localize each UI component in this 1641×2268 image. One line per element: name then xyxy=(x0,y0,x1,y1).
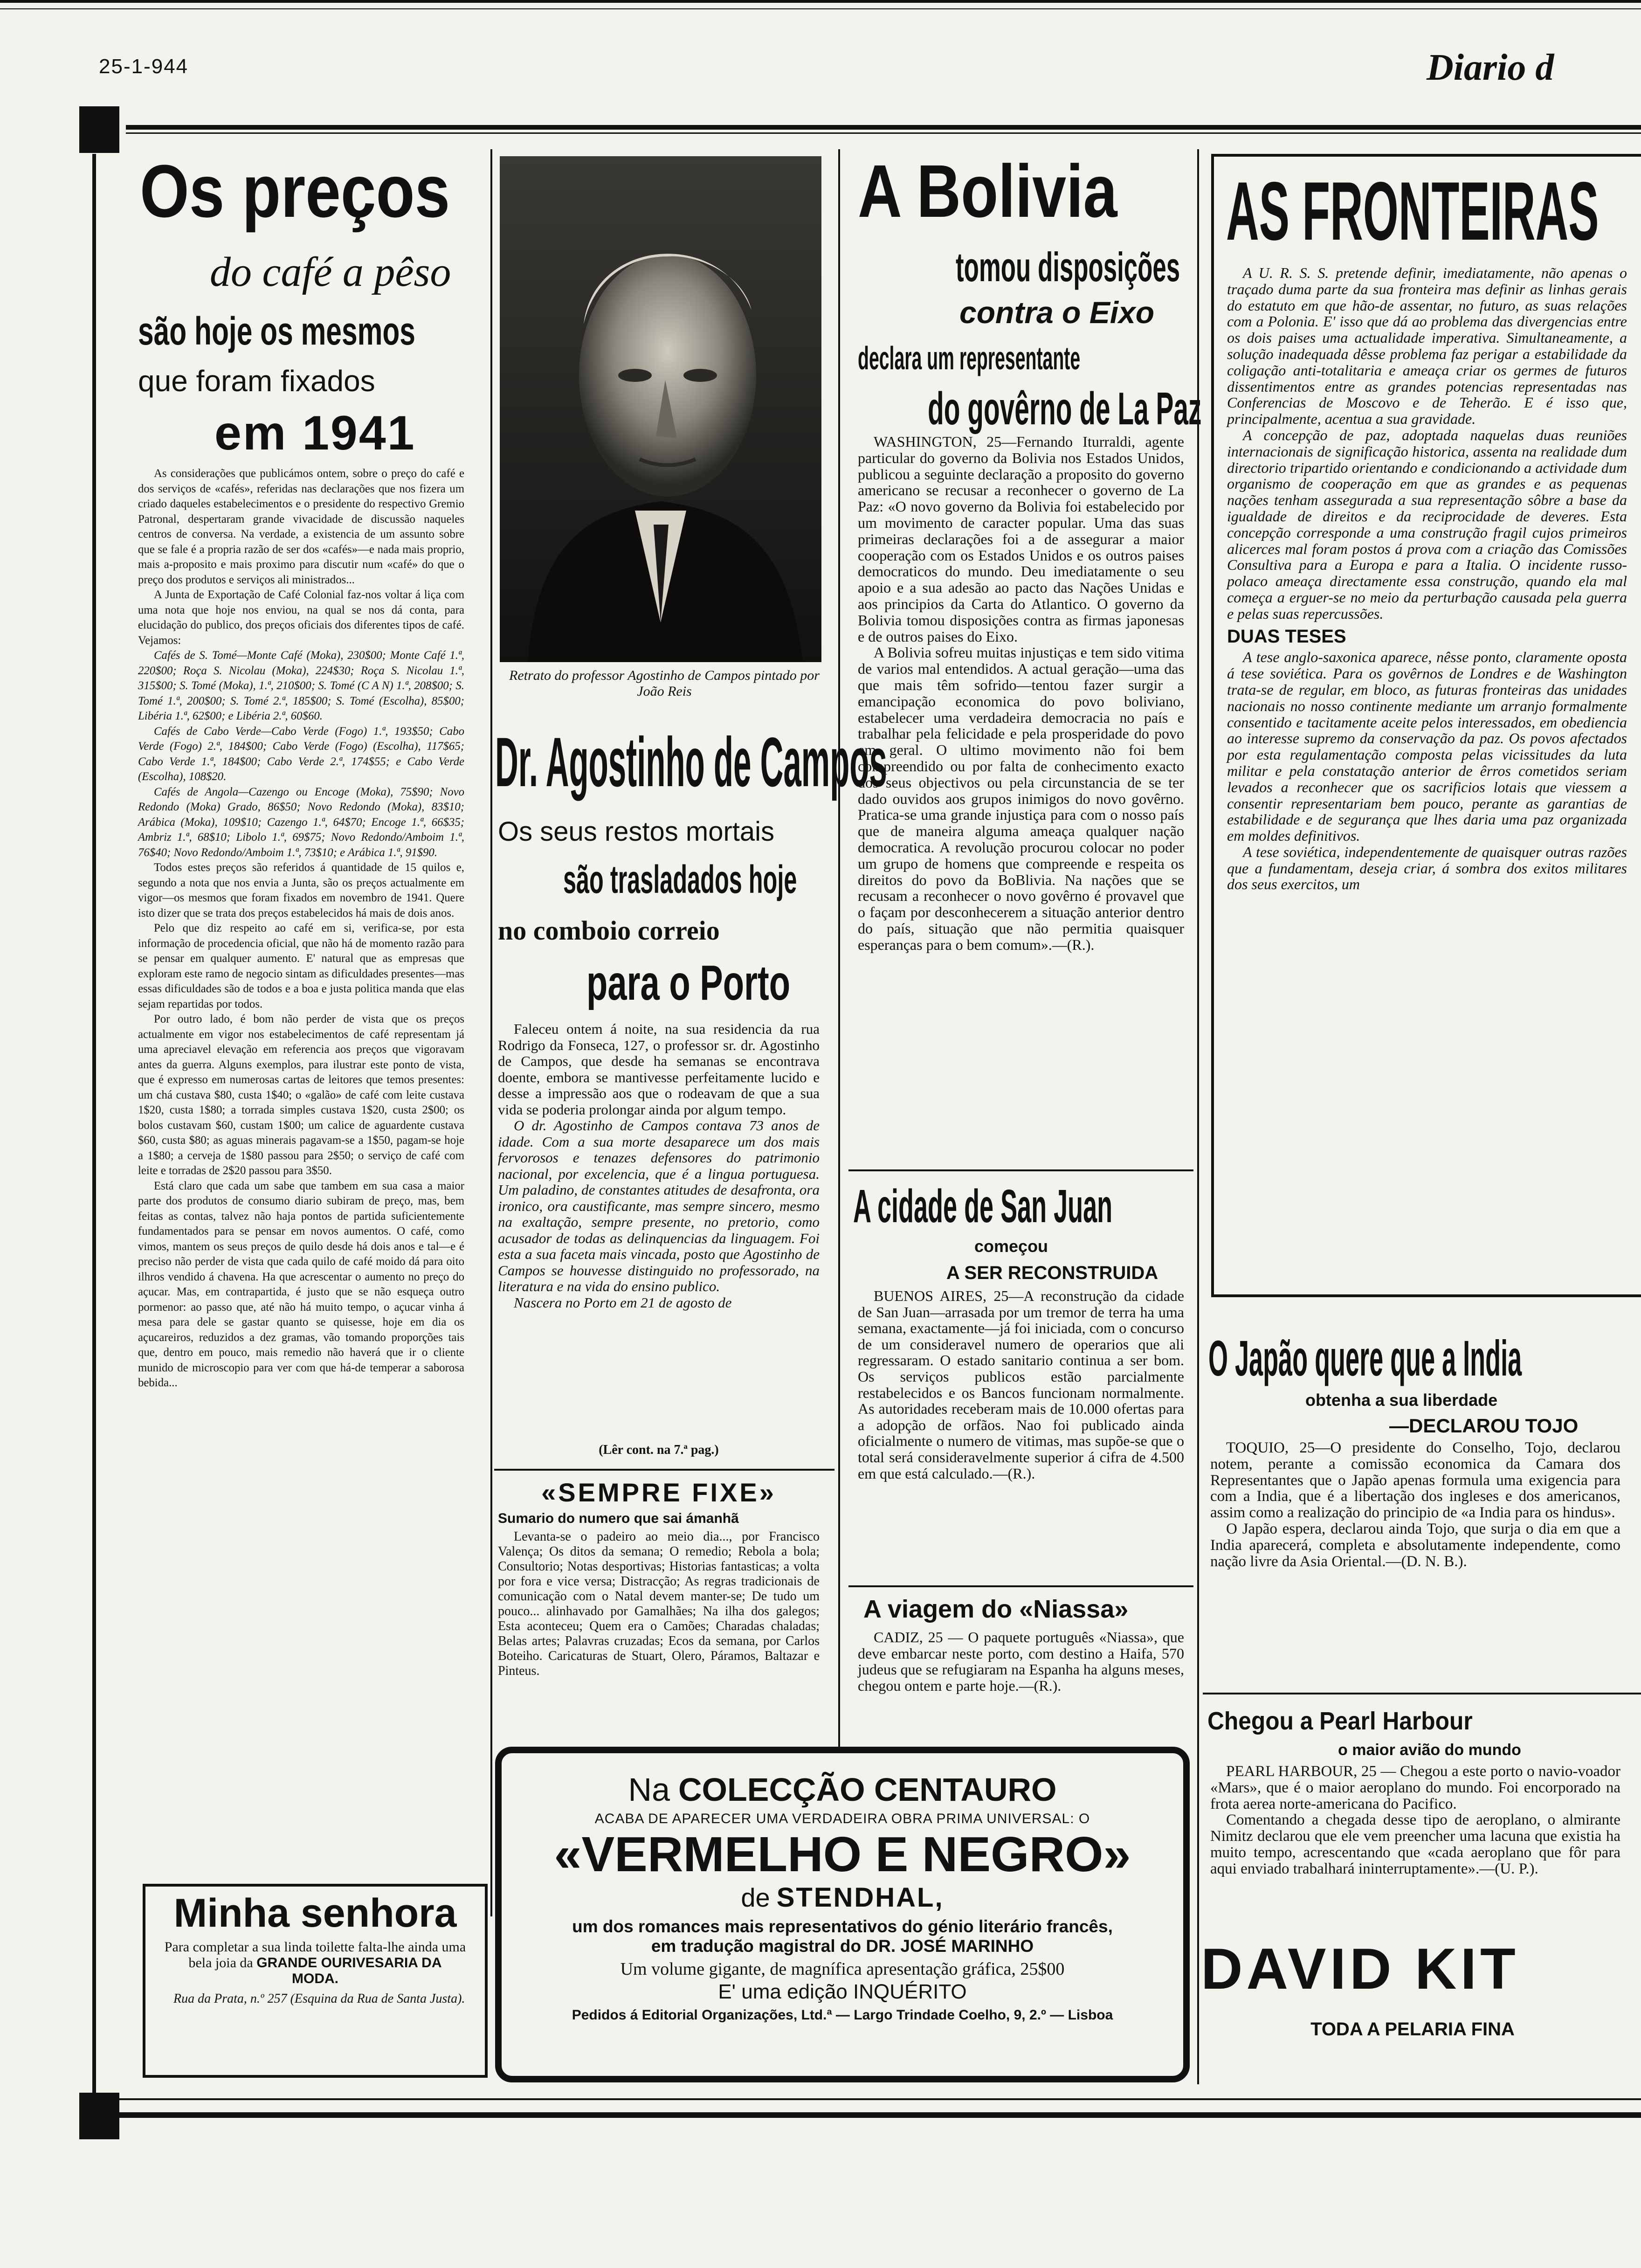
david-kit-logo: DAVID KIT xyxy=(1201,1937,1519,2001)
bolivia-line2: contra o Eixo xyxy=(959,295,1155,330)
minha-senhora-shop: GRANDE OURIVESARIA DA MODA. xyxy=(256,1955,442,1986)
campos-line3: no comboio correio xyxy=(498,915,720,946)
paragraph: Todos estes preços são referidos á quantidade de 15 quilos e, segundo a nota que nos envia a Junta, são os preços actualmente em vigor—os mesmos que foram fixados em novembro de 1941. Quere isto dizer que se trata dos preços estabelecidos há mais de dois anos. xyxy=(138,861,464,920)
paragraph: As considerações que publicámos ontem, sobre o preço do café e dos serviços de «cafés», referidas nas declarações que nos fizera um criado daqueles estabelecimentos e o presidente do respectivo Gremio Patronal, despertaram grande vivacidade de discussão naqueles centros de conversa. Na verdade, a existencia de um assunto sobre que se fale é a propria razão de ser dos «cafés»—e nada mais proprio, mais a-proposito e mais proximo para discutir num «café» do que o preço dos produtos e serviços ali ministrados... xyxy=(138,467,464,586)
san-juan-body: BUENOS AIRES, 25—A reconstrução da cidade de San Juan—arrasada por um tremor de terra ha uma semana, exactamente—já foi iniciada, com o concurso de um consideravel numero de operarios que ali regressaram. O estado sanitario continua a ser bom. Os serviços publicos estão parcialmente restabelecidos e os Bancos funcionam normalmente. As autoridades receberam mais de 10.000 ofertas para a adopção de orfãos. Nao foi publicado ainda oficialmente o numero de vitimas, mas supõe-se que o total será consideravelmente superior á cifra de 4.500 em que está calculado.—(R.). xyxy=(858,1287,1184,1482)
paragraph: Nascera no Porto em 21 de agosto de xyxy=(514,1294,732,1311)
portrait-image xyxy=(500,156,821,662)
japao-line2: —DECLAROU TOJO xyxy=(1389,1415,1579,1437)
minha-senhora-text-block xyxy=(145,1936,485,1987)
portrait-photo xyxy=(500,156,821,662)
paragraph: A tese anglo-saxonica aparece, nêsse ponto, claramente oposta á tese soviética. Para os govêrnos de Londres e de Washington trata-se de regular, em bloco, as futuras fronteiras das unidades nacionais no nosso continente mediante um arranjo formalmente consentido e tacitamente aceite pelos interessados, em obediencia ao interesse supremo da conservação da paz. Os povos afectados por esta regulamentação composta pelas vicissitudes da luta militar e pela constatação anterior de êrros cometidos seriam levados a reconhecer que os sacrificios lotais que viessem a consentir representariam bem pouco, perante as garantias de estabilidade e de segurança que lhes daria uma paz organizada em moldes definitivos. xyxy=(1227,649,1627,844)
bolivia-body xyxy=(858,434,1184,953)
page-date: 25-1-944 xyxy=(99,55,189,78)
minha-senhora-title: Minha senhora xyxy=(173,1891,457,1936)
paragraph: WASHINGTON, 25—Fernando Iturraldi, agente particular do governo da Bolivia nos Estados Unidos, publicou a seguinte declaração a proposito do governo americano se recusar a reconhecer o governo de La Paz: «O novo governo da Bolivia foi estabelecido por um movimento de caracter popular. Uma das suas primeiras declarações foi a de assegurar a maior cooperação com os Estados Unidos e os outros paises democraticos do mundo. Deu imediatamente o seu apoio e a sua adesão ao pacto das Nações Unidas e aos principios da Carta do Atlantico. O governo da Bolivia tomou disposições contra as firmas japonesas e de outros paises do Eixo. xyxy=(858,433,1184,645)
japao-line1: obtenha a sua liberdade xyxy=(1305,1390,1498,1410)
fronteiras-body xyxy=(1227,265,1627,892)
paragraph: Por outro lado, é bom não perder de vista que os preços actualmente em vigor nos estabelecimentos de café representam já uma apreciavel elevação em referencia aos preços que vigoravam antes da guerra. Alguns exemplos, para ilustrar este ponto de vista, que é expresso em numerosas cartas de leitores que temos presentes: um chá custava $80, custa 1$40; o «galão» de café com leite custava 1$20, custa 1$80; a torrada simples custava 1$20, custa 2$00; os bolos custavam $60, custam 1$00; um calice de aguardente custava $60, custa $80; as aguas minerais pagavam-se a 1$50, pagam-se hoje a 1$80; a cerveja de 1$80 passou para 2$50; o serviço de café com leite e torradas de 2$20 passou para 3$50. xyxy=(138,1013,464,1177)
portrait-caption: Retrato do professor Agostinho de Campos pintado por João Reis xyxy=(509,668,820,699)
centauro-author: STENDHAL, xyxy=(776,1882,944,1913)
niassa-title: A viagem do «Niassa» xyxy=(863,1595,1129,1623)
san-juan-line2: A SER RECONSTRUIDA xyxy=(946,1263,1158,1283)
centauro-book-title: «VERMELHO E NEGRO» xyxy=(554,1827,1131,1882)
sempre-fixe-title: «SEMPRE FIXE» xyxy=(541,1478,776,1507)
margin-block-bottom xyxy=(79,2093,119,2139)
paragraph: Cafés de Angola—Cazengo ou Encoge (Moka), 75$90; Novo Redondo (Moka) Grado, 86$50; Novo Redondo (Moka), 83$10; Arábica (Moka), 109$10; Cazengo 1.ª, 64$70; Encoge 1.ª, 66$35; Ambriz 1.ª, 68$10; Libolo 1.ª, 69$75; Novo Redondo/Amboim 1.ª, 76$40; Novo Redondo/Amboim 1.ª, 73$10; e Arábica 1.ª, 91$90. xyxy=(138,785,464,859)
centauro-author-line xyxy=(502,1882,1183,1913)
centauro-de: de xyxy=(741,1883,770,1912)
centauro-ad xyxy=(495,1747,1190,2082)
minha-senhora-address: Rua da Prata, n.º 257 (Esquina da Rua de Santa Justa). xyxy=(173,1991,465,2006)
precos-body xyxy=(138,466,464,1391)
precos-line1: do café a pêso xyxy=(210,249,451,295)
pearl-subtitle: o maior avião do mundo xyxy=(1338,1741,1521,1759)
campos-body xyxy=(498,1021,820,1311)
paragraph: TOQUIO, 25—O presidente do Conselho, Tojo, declarou notem, perante a comissão economica da Camara dos Representantes que o Japão apenas formula uma exigencia para com a India, que é a libertação dos ingleses e dos americanos, assim como a realização do principio de «a India para os hindus». xyxy=(1210,1439,1620,1521)
paragraph: A tese soviética, independentemente de quaisquer outras razões que a fundamentam, deseja criar, á sombra dos exitos militares dos seus exercitos, um xyxy=(1227,843,1627,893)
pearl-body xyxy=(1210,1763,1620,1877)
campos-line1: Os seus restos mortais xyxy=(498,816,775,847)
paragraph: A U. R. S. S. pretende definir, imediatamente, não apenas o traçado duma parte da sua fronteira mas definir as linhas gerais do estatuto em que hão-de assentar, no futuro, as suas relações com a Polonia. E' isso que dá ao problema das divergencias entre os dois paises uma actualidade imperativa. Simultaneamente, a solução inadequada dêsse problema faz perigar a estabilidade da coligação anti-totalitaria e ameaça criar os germes de futuros dissentimentos entre as grandes potencias representadas nas Conferencias de Moscovo e de Teherão. E é isso que, principalmente, acentua a sua gravidade. xyxy=(1227,264,1627,428)
centauro-line1-na: Na xyxy=(628,1771,670,1808)
campos-continuation: (Lêr cont. na 7.ª pag.) xyxy=(599,1443,719,1457)
japao-body xyxy=(1210,1440,1620,1570)
pearl-title: Chegou a Pearl Harbour xyxy=(1207,1707,1473,1735)
sempre-fixe-subtitle: Sumario do numero que sai ámanhã xyxy=(498,1511,739,1526)
centauro-line4: em tradução magistral do DR. JOSÉ MARINHO xyxy=(651,1936,1034,1956)
david-kit-tagline: TODA A PELARIA FINA xyxy=(1310,2019,1515,2040)
paragraph: O Japão espera, declarou ainda Tojo, que surja o dia em que a India aparecerá, completa e absolutamente independente, como nação livre da Asia Oriental.—(D. N. B.). xyxy=(1210,1520,1620,1570)
paragraph: Pelo que diz respeito ao café em si, verifica-se, por esta informação de procedencia oficial, que não há de momento razão para se pensar em qualquer aumento. E' natural que as empresas que exploram este ramo de negocio sintam as dificuldades presentes—mas essas dificuldades são de todos e a boa e justa politica manda que elas sejam repartidas por todos. xyxy=(138,922,464,1010)
fronteiras-title: AS FRONTEIRAS xyxy=(1226,165,1599,256)
paragraph: A Bolivia sofreu muitas injustiças e tem sido vitima de varios mal entendidos. A actual geração—uma das que mais têm sofrido—tentou fazer surgir a emancipação economica do povo boliviano, estabelecer uma verdadeira democracia no país e trabalhar pela felicidade e pela prosperidade do povo em geral. O ultimo movimento não foi bem compreendido ou por falta de conhecimento exacto dos seus objectivos ou pela circunstancia de se ter dado ouvidos aos grupos inimigos do novo govêrno. Pratica-se uma grande injustiça para com o nosso país que de maneira alguma ameaça qualquer nação democratica. A revolução procurou colocar no poder um grupo de homens que compreende e respeita os direitos do povo da BoBlivia. Na nações que se recusam a reconhecer o novo govêrno é provavel que o façam por desconhecerem a situação anterior dentro do país, situação que não permitia quaisquer esperanças para o bem comum».—(R.). xyxy=(858,644,1184,953)
precos-line3: que foram fixados xyxy=(138,364,375,398)
margin-block-top xyxy=(79,106,119,153)
minha-senhora-text: Para completar a sua linda toilette falta-lhe ainda uma bela joia da xyxy=(164,1939,466,1971)
paragraph: Está claro que cada um sabe que tambem em sua casa a maior parte dos produtos de consumo diario subiram de preço, mas, bem feitas as contas, talvez não haja pontos de partida suficientemente fundamentados para se pensar em novos aumentos. O café, como vimos, mantem os seus preços de quilo desde há dois anos e tal—e é preciso não perder de vista que cada quilo de café moido dá para oito ilhros vendido á chavena. Ha que acrescentar o aumento no preço do açucar. Mas, em contrapartida, é justo que se não esqueça outro pormenor: ao passo que, até não há muito tempo, o açucar vinha á mesa para dele se gastar quanto se quisesse, hoje em dia os açucareiros, reduzidos a dez gramas, vão tomando proporções tais que, dentro em pouco, mais remedio não haverá que ir o cliente munido de microscopio para ver com que há-de temperar a saborosa bebida... xyxy=(138,1179,464,1389)
paragraph: PEARL HARBOUR, 25 — Chegou a este porto o navio-voador «Mars», que é o maior aeroplano do mundo. Foi encorporado na frota aerea norte-americana do Pacifico. xyxy=(1210,1763,1620,1812)
centauro-collection: COLECÇÃO CENTAURO xyxy=(678,1771,1057,1808)
centauro-line2: ACABA DE APARECER UMA VERDADEIRA OBRA PRIMA UNIVERSAL: O xyxy=(594,1811,1090,1826)
precos-line4: em 1941 xyxy=(214,406,416,460)
centauro-line1 xyxy=(502,1771,1183,1808)
centauro-line7: Pedidos á Editorial Organizações, Ltd.ª — Largo Trindade Coelho, 9, 2.º — Lisboa xyxy=(572,2007,1113,2023)
paragraph: Cafés de S. Tomé—Monte Café (Moka), 230$00; Monte Café 1.ª, 220$00; Roça S. Nicolau (Moka), 224$30; Roça S. Nicolau 1.ª, 315$00; S. Tomé (Moka), 1.ª, 210$00; S. Tomé (C A N) 1.ª, 208$00; S. Tomé 1.ª, 200$00; S. Tomé 2.ª, 185$00; S. Tomé (Escolha), 85$00; Libéria 1.ª, 62$00; e Libéria 2.ª, 60$60. xyxy=(138,649,464,722)
paragraph: Comentando a chegada desse tipo de aeroplano, o almirante Nimitz declarou que ele vem preencher uma lacuna que existia ha muito tempo, acrescentando que «cada aeroplano que fôr para aqui enviado trabalhará ininterruptamente».—(U. P.). xyxy=(1210,1812,1620,1877)
centauro-line5: Um volume gigante, de magnífica apresentação gráfica, 25$00 xyxy=(620,1959,1065,1979)
paragraph: A Junta de Exportação de Café Colonial faz-nos voltar á liça com uma nota que hoje nos enviou, na qual se nos dá conta, para elucidação do publico, dos preços oficiais dos diferentes tipos de café. Vejamos: xyxy=(138,588,464,647)
paragraph: Cafés de Cabo Verde—Cabo Verde (Fogo) 1.ª, 193$50; Cabo Verde (Fogo) 2.ª, 184$00; Cabo Verde (Fogo) (Escolha), 117$65; Cabo Verde 1.ª, 184$00; Cabo Verde 2.ª, 174$55; e Cabo Verde (Escolha), 108$20. xyxy=(138,725,464,783)
fronteiras-subhead: DUAS TESES xyxy=(1227,626,1346,647)
paragraph: O dr. Agostinho de Campos contava 73 anos de idade. Com a sua morte desaparece um dos mais fervorosos e tenazes defensores do patrimonio nacional, por excelencia, que é a lingua portuguesa. Um paladino, de constantes atitudes de desafronta, ora ironico, ora caustificante, mas sempre sincero, mesmo na exaltação, sempre presente, no pretorio, como acusador de todas as delinquencias da linguagem. Foi esta a sua faceta mais vincada, posto que Agostinho de Campos se houvesse distinguido no professorado, na literatura e na vida do ensino publico. xyxy=(498,1117,820,1294)
paragraph: Faleceu ontem á noite, na sua residencia da rua Rodrigo da Fonseca, 127, o professor sr. dr. Agostinho de Campos, que desde ha semanas se encontrava doente, embora se mantivesse perfeitamente lucido e desse a impressão aos que o rodeavam de que a sua vida se poderia prolongar ainda por algum tempo. xyxy=(498,1021,820,1118)
sempre-fixe-body: Levanta-se o padeiro ao meio dia..., por Francisco Valença; Os ditos da semana; O remedio; Rebola a bola; Consultorio; Notas desportivas; Historias fantasticas; a volta por fora e vice versa; Distracção; As regras tradicionais de comunicação com o Natal devem manter-se; De tudo um pouco... alinhavado por Gamalhães; Na ilha dos galegos; Esta aconteceu; Quem era o Camões; Charadas chaladas; Belas artes; Palavras cruzadas; Ecos da semana, por Carlos Boteiho. Caricaturas de Stuart, Olero, Páramos, Baltazar e Pinteus. xyxy=(498,1529,820,1678)
centauro-line6: E' uma edição INQUÉRITO xyxy=(718,1980,967,2003)
paragraph: A concepção de paz, adoptada naquelas duas reuniões internacionais de significação historica, assenta na realidade dum directorio tripartido orientando e condicionando a actividade dum organismo de cooperação em que as grandes e as pequenas nações tenham assegurada a sua representação sôbre a base da igualdade de direitos e da reciprocidade de deveres. Esta concepção corresponde a uma construção fragil cujos primeiros alicerces mal foram postos á prova com a criação das Comissões Consultiva para a Europa e para a Italia. O incidente russo-polaco ameaça directamente essa construção, quando ela mal começa a erguer-se no meio da perturbação causada pela guerra e pelas suas repercussões. xyxy=(1227,426,1627,622)
minha-senhora-ad xyxy=(143,1884,488,2078)
centauro-line3: um dos romances mais representativos do génio literário francês, xyxy=(572,1917,1113,1936)
niassa-body: CADIZ, 25 — O paquete português «Niassa», que deve embarcar neste porto, com destino a Haifa, 570 judeus que se refugiaram na Espanha ha alguns meses, chegou ontem e parte hoje.—(R.). xyxy=(858,1629,1184,1694)
san-juan-line1: começou xyxy=(974,1237,1048,1256)
masthead: Diario d xyxy=(1427,47,1554,88)
